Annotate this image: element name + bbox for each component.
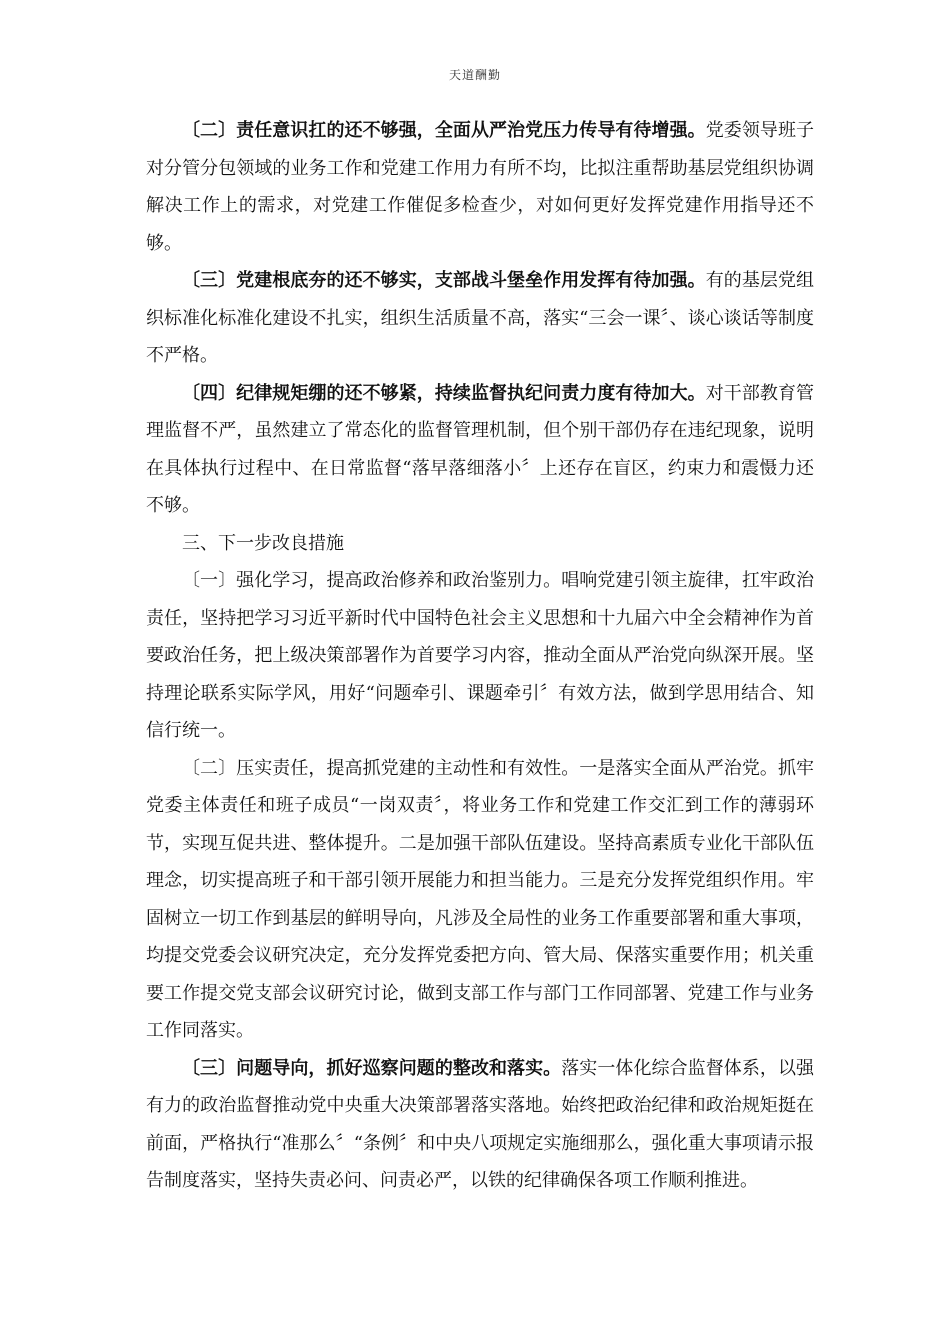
paragraph-lead: 〔二〕责任意识扛的还不够强，全面从严治党压力传导有待增强。 [182,120,706,141]
paragraph-text: 〔一〕强化学习，提高政治修养和政治鉴别力。唱响党建引领主旋律，扛牢政治责任，坚持把学习习近平新时代中国特色社会主义思想和十九届六中全会精神作为首要政治任务，把上级决策部署作为首要学习内容，推动全面从严治党向纵深开展。坚持理论联系实际学风，用好“问题牵引、课题牵引〞有效方法，做到学思用结合、知信行统一。 [146,570,814,741]
page-header: 天道酬勤 [448,68,501,82]
paragraph-text: 落实一体化综合监督体系，以强有力的政治监督推动党中央重大决策部署落实落地。始终把政治纪律和政治规矩挺在前面，严格执行“准那么〞“条例〞和中央八项规定实施细那么，强化重大事项请示报告制度落实，坚持失责必问、问责必严，以铁的纪律确保各项工作顺利推进。 [146,1057,814,1191]
paragraph-text: 党委领导班子对分管分包领域的业务工作和党建工作用力有所不均，比拟注重帮助基层党组织协调解决工作上的需求，对党建工作催促多检查少，对如何更好发挥党建作用指导还不够。 [146,120,814,254]
paragraph-text: 对干部教育管理监督不严，虽然建立了常态化的监督管理机制，但个别干部仍存在违纪现象，说明在具体执行过程中、在日常监督“落早落细落小〞上还存在盲区，约束力和震慑力还不够。 [146,382,814,516]
paragraph-measure-1 [146,562,814,750]
paragraph-text: 〔二〕压实责任，提高抓党建的主动性和有效性。一是落实全面从严治党。抓牢党委主体责任和班子成员“一岗双责〞，将业务工作和党建工作交汇到工作的薄弱环节，实现互促共进、整体提升。二是加强干部队伍建设。坚持高素质专业化干部队伍理念，切实提高班子和干部引领开展能力和担当能力。三是充分发挥党组织作用。牢固树立一切工作到基层的鲜明导向，凡涉及全局性的业务工作重要部署和重大事项，均提交党委会议研究决定，充分发挥党委把方向、管大局、保落实重要作用；机关重要工作提交党支部会议研究讨论，做到支部工作与部门工作同部署、党建工作与业务工作同落实。 [146,757,814,1041]
paragraph-problem-2 [146,112,814,262]
document-body [146,112,814,1200]
paragraph-problem-4 [146,375,814,525]
paragraph-text: 有的基层党组织标准化标准化建设不扎实，组织生活质量不高，落实“三会一课〞、谈心谈话等制度不严格。 [146,270,814,366]
paragraph-measure-3 [146,1050,814,1200]
paragraph-lead: 〔三〕党建根底夯的还不够实，支部战斗堡垒作用发挥有待加强。 [182,270,706,291]
paragraph-lead: 〔四〕纪律规矩绷的还不够紧，持续监督执纪问责力度有待加大。 [182,382,706,404]
paragraph-measure-2 [146,750,814,1050]
section-heading: 三、下一步改良措施 [182,532,344,554]
paragraph-lead: 〔三〕问题导向，抓好巡察问题的整改和落实。 [182,1057,562,1079]
paragraph-problem-3 [146,262,814,375]
